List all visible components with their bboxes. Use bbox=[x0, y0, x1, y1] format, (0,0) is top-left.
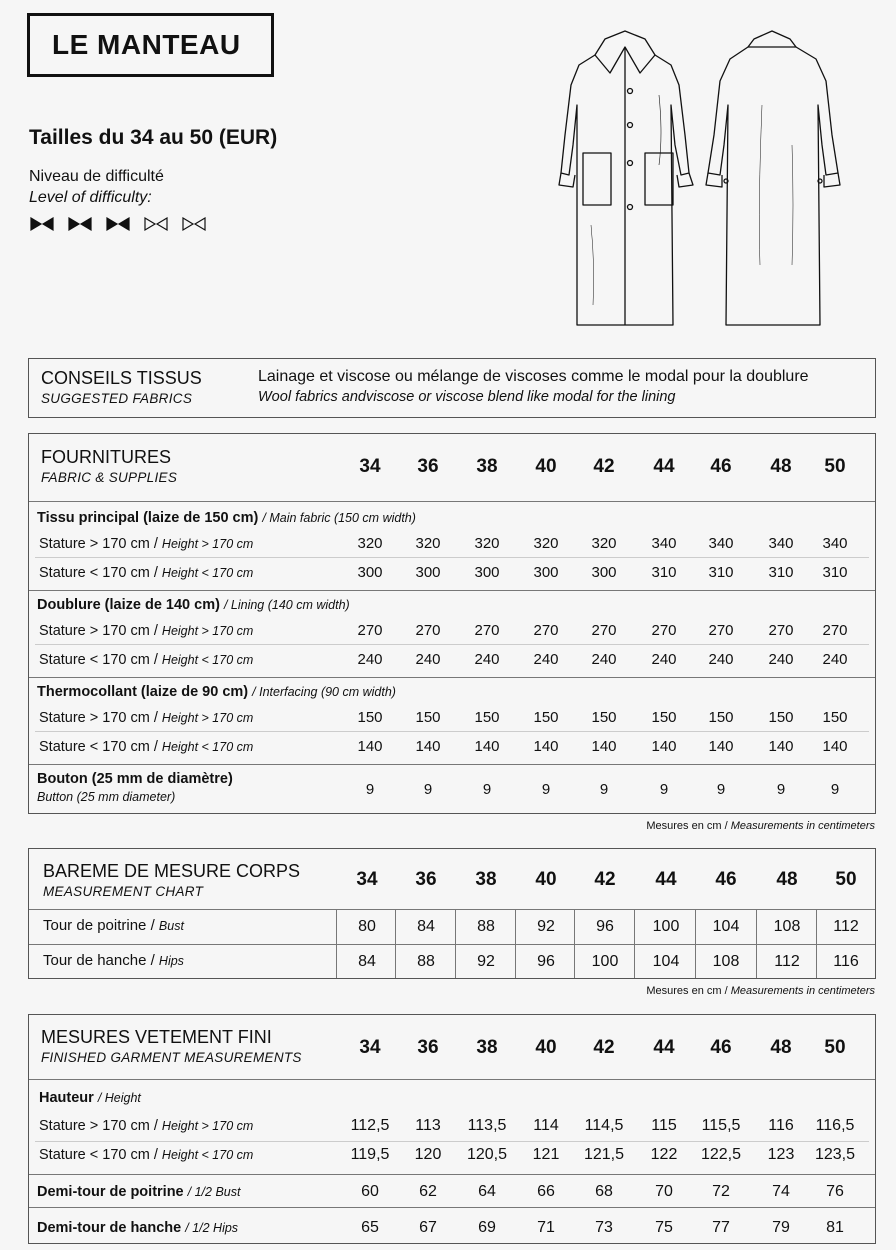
cell-value: 122,5 bbox=[700, 1146, 742, 1163]
row-label: Stature > 170 cm / Height > 170 cm bbox=[39, 536, 254, 552]
cell-value: 320 bbox=[357, 535, 383, 552]
group-divider bbox=[29, 764, 875, 765]
cell-value: 150 bbox=[474, 709, 500, 726]
cell-value: 9 bbox=[716, 781, 726, 798]
size-header: 36 bbox=[417, 456, 439, 477]
row-label: Demi-tour de hanche / 1/2 Hips bbox=[37, 1220, 239, 1236]
size-header: 34 bbox=[359, 456, 381, 477]
cell-value: 320 bbox=[533, 535, 559, 552]
cell-value: 300 bbox=[591, 564, 617, 581]
row-label: Stature < 170 cm / Height < 170 cm bbox=[39, 1147, 254, 1163]
row-divider bbox=[35, 644, 869, 645]
row-label: Demi-tour de poitrine / 1/2 Bust bbox=[37, 1184, 241, 1200]
supplies-table bbox=[28, 433, 876, 814]
size-header: 46 bbox=[710, 456, 732, 477]
cell-value: 320 bbox=[474, 535, 500, 552]
size-header: 50 bbox=[835, 869, 857, 890]
size-header: 48 bbox=[776, 869, 798, 890]
cell-value: 240 bbox=[357, 651, 383, 668]
cell-value: 65 bbox=[361, 1219, 379, 1236]
cell-value: 62 bbox=[419, 1183, 437, 1200]
finished-garment-table bbox=[28, 1014, 876, 1244]
supplies-subtitle: FABRIC & SUPPLIES bbox=[41, 470, 178, 485]
filled-bow-icon bbox=[105, 215, 131, 233]
cell-value: 84 bbox=[417, 918, 435, 935]
cell-value: 240 bbox=[822, 651, 848, 668]
cell-value: 116 bbox=[768, 1117, 794, 1134]
cell-value: 115,5 bbox=[701, 1117, 741, 1134]
size-header: 44 bbox=[653, 456, 675, 477]
pattern-title: LE MANTEAU bbox=[27, 13, 274, 77]
cell-value: 140 bbox=[708, 738, 734, 755]
divider bbox=[29, 909, 875, 910]
height-title: Hauteur / Height bbox=[39, 1090, 141, 1106]
size-header: 40 bbox=[535, 1037, 557, 1058]
cell-value: 79 bbox=[772, 1219, 790, 1236]
cell-value: 140 bbox=[474, 738, 500, 755]
cell-value: 69 bbox=[478, 1219, 496, 1236]
divider bbox=[29, 1079, 875, 1080]
cell-value: 140 bbox=[415, 738, 441, 755]
cell-value: 113 bbox=[415, 1117, 441, 1134]
size-header: 38 bbox=[475, 869, 497, 890]
cell-value: 150 bbox=[533, 709, 559, 726]
column-divider bbox=[574, 909, 575, 978]
cell-value: 108 bbox=[712, 953, 740, 970]
cell-value: 9 bbox=[830, 781, 840, 798]
cell-value: 112 bbox=[774, 953, 800, 970]
filled-bow-icon bbox=[29, 215, 55, 233]
column-divider bbox=[515, 909, 516, 978]
cell-value: 270 bbox=[357, 622, 383, 639]
cell-value: 68 bbox=[595, 1183, 613, 1200]
row-label: Stature > 170 cm / Height > 170 cm bbox=[39, 1118, 254, 1134]
cell-value: 320 bbox=[591, 535, 617, 552]
cell-value: 9 bbox=[365, 781, 375, 798]
size-header: 46 bbox=[710, 1037, 732, 1058]
row-label: Tour de hanche / Hips bbox=[43, 952, 184, 969]
row-label: Stature > 170 cm / Height > 170 cm bbox=[39, 623, 254, 639]
difficulty-label-en: Level of difficulty: bbox=[29, 189, 152, 206]
cell-value: 122 bbox=[650, 1146, 678, 1163]
cell-value: 150 bbox=[651, 709, 677, 726]
supplies-title: FOURNITURES bbox=[41, 447, 171, 467]
cell-value: 113,5 bbox=[467, 1117, 507, 1134]
cell-value: 310 bbox=[708, 564, 734, 581]
filled-bow-icon bbox=[67, 215, 93, 233]
size-header: 48 bbox=[770, 1037, 792, 1058]
cell-value: 340 bbox=[708, 535, 734, 552]
cell-value: 66 bbox=[537, 1183, 555, 1200]
divider bbox=[29, 1207, 875, 1208]
cell-value: 9 bbox=[423, 781, 433, 798]
cell-value: 123 bbox=[767, 1146, 795, 1163]
column-divider bbox=[455, 909, 456, 978]
fabric-advice-subtitle: SUGGESTED FABRICS bbox=[41, 391, 193, 406]
group-title: Tissu principal (laize de 150 cm) / Main fabric (150 cm width) bbox=[37, 510, 416, 526]
cell-value: 75 bbox=[655, 1219, 673, 1236]
cell-value: 92 bbox=[477, 953, 495, 970]
cell-value: 240 bbox=[415, 651, 441, 668]
cell-value: 67 bbox=[419, 1219, 437, 1236]
cell-value: 64 bbox=[478, 1183, 496, 1200]
size-header: 42 bbox=[594, 869, 616, 890]
cell-value: 100 bbox=[591, 953, 619, 970]
body-chart-subtitle: MEASUREMENT CHART bbox=[43, 884, 204, 899]
row-label: Stature < 170 cm / Height < 170 cm bbox=[39, 565, 254, 581]
row-label: Stature < 170 cm / Height < 170 cm bbox=[39, 739, 254, 755]
fabric-advice-title: CONSEILS TISSUS bbox=[41, 368, 202, 388]
cell-value: 120,5 bbox=[466, 1146, 508, 1163]
fabric-advice-box bbox=[28, 358, 876, 418]
supplies-units-note: Mesures en cm / Measurements in centimeters bbox=[646, 820, 875, 832]
cell-value: 71 bbox=[537, 1219, 555, 1236]
cell-value: 116 bbox=[833, 953, 859, 970]
cell-value: 320 bbox=[415, 535, 441, 552]
cell-value: 60 bbox=[361, 1183, 379, 1200]
cell-value: 123,5 bbox=[814, 1146, 856, 1163]
cell-value: 84 bbox=[358, 953, 376, 970]
cell-value: 150 bbox=[768, 709, 794, 726]
cell-value: 310 bbox=[822, 564, 848, 581]
row-divider bbox=[35, 731, 869, 732]
cell-value: 9 bbox=[482, 781, 492, 798]
size-header: 50 bbox=[824, 456, 846, 477]
cell-value: 150 bbox=[591, 709, 617, 726]
column-divider bbox=[695, 909, 696, 978]
size-range: Tailles du 34 au 50 (EUR) bbox=[29, 126, 278, 149]
column-divider bbox=[756, 909, 757, 978]
cell-value: 150 bbox=[708, 709, 734, 726]
cell-value: 104 bbox=[652, 953, 680, 970]
cell-value: 300 bbox=[474, 564, 500, 581]
body-measurement-table bbox=[28, 848, 876, 979]
row-label: Stature < 170 cm / Height < 170 cm bbox=[39, 652, 254, 668]
difficulty-rating bbox=[29, 215, 207, 233]
cell-value: 88 bbox=[417, 953, 435, 970]
cell-value: 115 bbox=[651, 1117, 677, 1134]
size-header: 40 bbox=[535, 869, 557, 890]
size-header: 42 bbox=[593, 1037, 615, 1058]
size-header: 48 bbox=[770, 456, 792, 477]
cell-value: 76 bbox=[826, 1183, 844, 1200]
coat-back-illustration bbox=[700, 25, 845, 330]
cell-value: 96 bbox=[596, 918, 614, 935]
button-label-en: Button (25 mm diameter) bbox=[37, 790, 176, 804]
cell-value: 96 bbox=[537, 953, 555, 970]
cell-value: 100 bbox=[652, 918, 680, 935]
size-header: 34 bbox=[356, 869, 378, 890]
fabric-advice-text-en: Wool fabrics andviscose or viscose blend like modal for the lining bbox=[258, 389, 676, 405]
cell-value: 116,5 bbox=[815, 1117, 855, 1134]
size-header: 46 bbox=[715, 869, 737, 890]
cell-value: 270 bbox=[474, 622, 500, 639]
cell-value: 270 bbox=[533, 622, 559, 639]
cell-value: 9 bbox=[659, 781, 669, 798]
cell-value: 150 bbox=[357, 709, 383, 726]
cell-value: 310 bbox=[651, 564, 677, 581]
cell-value: 140 bbox=[591, 738, 617, 755]
cell-value: 9 bbox=[599, 781, 609, 798]
empty-bow-icon bbox=[143, 215, 169, 233]
size-header: 44 bbox=[653, 1037, 675, 1058]
divider bbox=[29, 1174, 875, 1175]
cell-value: 9 bbox=[541, 781, 551, 798]
cell-value: 310 bbox=[768, 564, 794, 581]
cell-value: 270 bbox=[822, 622, 848, 639]
body-chart-title: BAREME DE MESURE CORPS bbox=[43, 861, 301, 881]
fabric-advice-text-fr: Lainage et viscose ou mélange de viscoses comme le modal pour la doublure bbox=[258, 368, 809, 385]
difficulty-label-fr: Niveau de difficulté bbox=[29, 168, 164, 185]
size-header: 40 bbox=[535, 456, 557, 477]
cell-value: 270 bbox=[768, 622, 794, 639]
cell-value: 340 bbox=[822, 535, 848, 552]
cell-value: 114,5 bbox=[584, 1117, 624, 1134]
cell-value: 108 bbox=[773, 918, 801, 935]
group-divider bbox=[29, 590, 875, 591]
cell-value: 70 bbox=[655, 1183, 673, 1200]
cell-value: 140 bbox=[651, 738, 677, 755]
size-header: 44 bbox=[655, 869, 677, 890]
cell-value: 150 bbox=[415, 709, 441, 726]
divider bbox=[29, 944, 875, 945]
size-header: 38 bbox=[476, 456, 498, 477]
size-header: 34 bbox=[359, 1037, 381, 1058]
cell-value: 300 bbox=[415, 564, 441, 581]
cell-value: 270 bbox=[415, 622, 441, 639]
cell-value: 104 bbox=[712, 918, 740, 935]
cell-value: 270 bbox=[651, 622, 677, 639]
cell-value: 80 bbox=[358, 918, 376, 935]
cell-value: 240 bbox=[708, 651, 734, 668]
size-header: 36 bbox=[415, 869, 437, 890]
divider bbox=[29, 501, 875, 502]
group-title: Doublure (laize de 140 cm) / Lining (140 cm width) bbox=[37, 597, 350, 613]
cell-value: 120 bbox=[414, 1146, 442, 1163]
cell-value: 112,5 bbox=[350, 1117, 390, 1134]
column-divider bbox=[336, 909, 337, 978]
cell-value: 140 bbox=[822, 738, 848, 755]
cell-value: 240 bbox=[768, 651, 794, 668]
size-header: 50 bbox=[824, 1037, 846, 1058]
cell-value: 140 bbox=[533, 738, 559, 755]
size-header: 42 bbox=[593, 456, 615, 477]
row-divider bbox=[35, 1141, 869, 1142]
cell-value: 240 bbox=[474, 651, 500, 668]
cell-value: 340 bbox=[768, 535, 794, 552]
group-divider bbox=[29, 677, 875, 678]
column-divider bbox=[395, 909, 396, 978]
button-label: Bouton (25 mm de diamètre) bbox=[37, 771, 233, 787]
row-label: Stature > 170 cm / Height > 170 cm bbox=[39, 710, 254, 726]
column-divider bbox=[634, 909, 635, 978]
coat-front-illustration bbox=[555, 25, 700, 330]
cell-value: 121 bbox=[532, 1146, 560, 1163]
cell-value: 77 bbox=[712, 1219, 730, 1236]
size-header: 36 bbox=[417, 1037, 439, 1058]
cell-value: 72 bbox=[712, 1183, 730, 1200]
cell-value: 92 bbox=[537, 918, 555, 935]
cell-value: 81 bbox=[826, 1219, 844, 1236]
cell-value: 240 bbox=[651, 651, 677, 668]
size-header: 38 bbox=[476, 1037, 498, 1058]
cell-value: 300 bbox=[533, 564, 559, 581]
cell-value: 240 bbox=[533, 651, 559, 668]
row-divider bbox=[35, 557, 869, 558]
cell-value: 112 bbox=[833, 918, 859, 935]
group-title: Thermocollant (laize de 90 cm) / Interfacing (90 cm width) bbox=[37, 684, 396, 700]
cell-value: 73 bbox=[595, 1219, 613, 1236]
cell-value: 121,5 bbox=[583, 1146, 625, 1163]
cell-value: 88 bbox=[477, 918, 495, 935]
cell-value: 114 bbox=[533, 1117, 559, 1134]
finished-subtitle: FINISHED GARMENT MEASUREMENTS bbox=[41, 1050, 302, 1065]
cell-value: 140 bbox=[357, 738, 383, 755]
column-divider bbox=[816, 909, 817, 978]
cell-value: 150 bbox=[822, 709, 848, 726]
row-label: Tour de poitrine / Bust bbox=[43, 917, 184, 934]
cell-value: 270 bbox=[708, 622, 734, 639]
cell-value: 74 bbox=[772, 1183, 790, 1200]
cell-value: 340 bbox=[651, 535, 677, 552]
cell-value: 140 bbox=[768, 738, 794, 755]
body-chart-units-note: Mesures en cm / Measurements in centimeters bbox=[646, 985, 875, 997]
empty-bow-icon bbox=[181, 215, 207, 233]
cell-value: 240 bbox=[591, 651, 617, 668]
cell-value: 300 bbox=[357, 564, 383, 581]
cell-value: 9 bbox=[776, 781, 786, 798]
cell-value: 119,5 bbox=[350, 1146, 390, 1163]
cell-value: 270 bbox=[591, 622, 617, 639]
finished-title: MESURES VETEMENT FINI bbox=[41, 1027, 272, 1047]
